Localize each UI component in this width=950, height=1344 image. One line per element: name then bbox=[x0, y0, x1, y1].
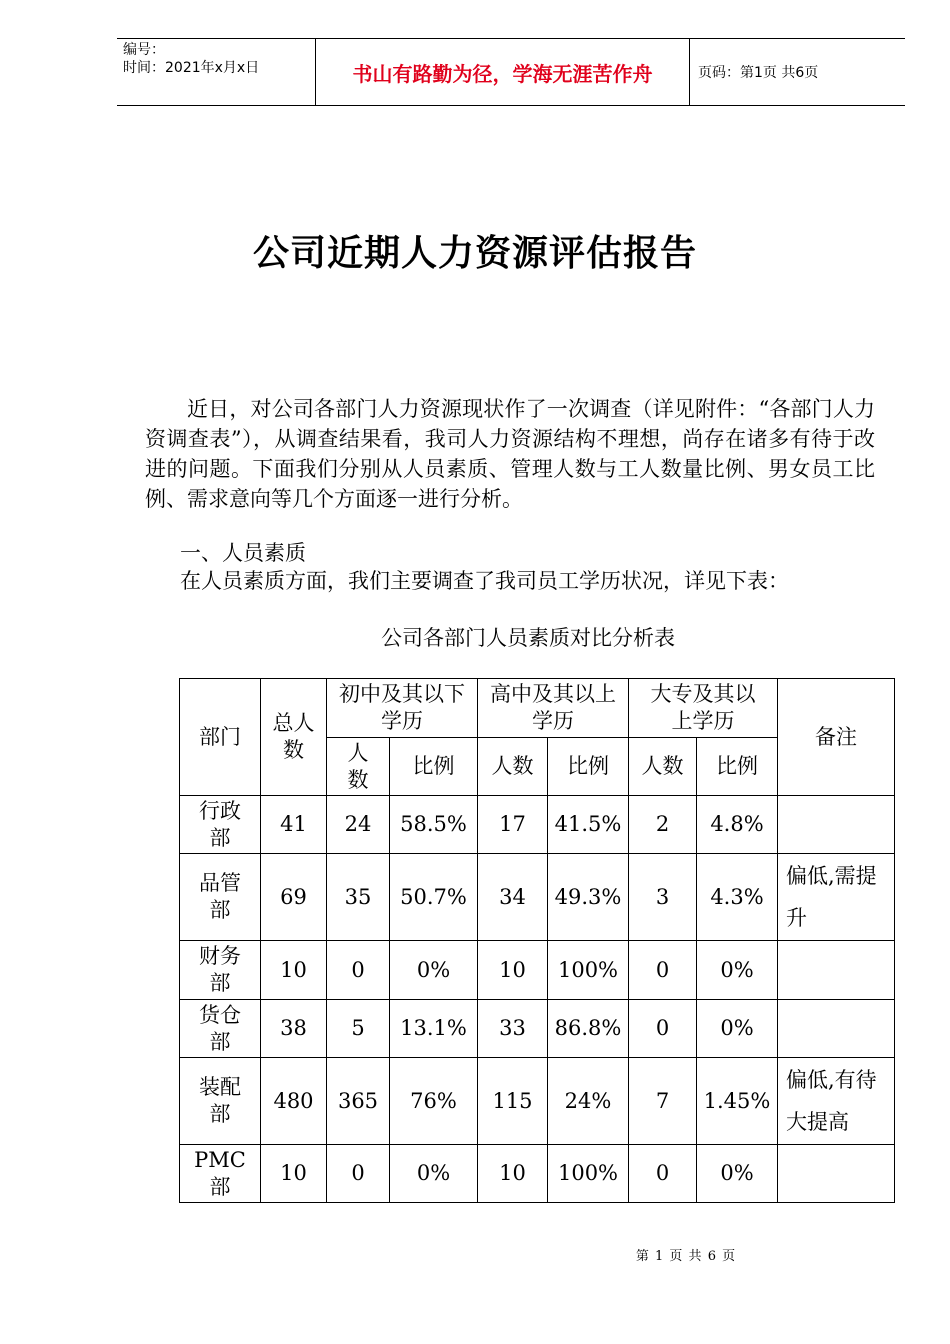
cell-ratio2: 100% bbox=[548, 1145, 629, 1203]
cell-count1: 24 bbox=[327, 796, 390, 854]
header-group1-label: 初中及其以下学历 bbox=[339, 682, 465, 733]
header-dept bbox=[180, 679, 261, 796]
header-group1 bbox=[327, 679, 478, 738]
table-caption: 公司各部门人员素质对比分析表 bbox=[381, 626, 675, 650]
cell-ratio3: 4.8% bbox=[697, 796, 778, 854]
subheader-ratio3: 比例 bbox=[697, 738, 778, 796]
subheader-ratio2: 比例 bbox=[548, 738, 629, 796]
subheader-count2: 人数 bbox=[478, 738, 548, 796]
section-text: 在人员素质方面，我们主要调查了我司员工学历状况，详见下表： bbox=[180, 569, 789, 593]
cell-total: 10 bbox=[261, 941, 327, 1000]
document-title: 公司近期人力资源评估报告 bbox=[252, 233, 697, 274]
cell-dept bbox=[180, 1000, 261, 1058]
cell-count1: 35 bbox=[327, 854, 390, 941]
cell-ratio3: 0% bbox=[697, 1000, 778, 1058]
cell-dept-label: 品管部 bbox=[199, 871, 241, 922]
cell-dept-label: 行政部 bbox=[199, 798, 241, 850]
cell-count1: 365 bbox=[327, 1058, 390, 1145]
header-group2-label: 高中及其以上学历 bbox=[490, 682, 616, 733]
cell-total: 41 bbox=[261, 796, 327, 854]
cell-ratio2: 49.3% bbox=[548, 854, 629, 941]
cell-count3: 7 bbox=[629, 1058, 697, 1145]
cell-total: 69 bbox=[261, 854, 327, 941]
cell-count2: 33 bbox=[478, 1000, 548, 1058]
cell-ratio1: 0% bbox=[390, 941, 478, 1000]
cell-count2: 34 bbox=[478, 854, 548, 941]
cell-dept-label: PMC部 bbox=[194, 1147, 246, 1199]
cell-ratio3: 4.3% bbox=[697, 854, 778, 941]
page-header bbox=[117, 38, 905, 106]
cell-note: 偏低,有待大提高 bbox=[778, 1058, 895, 1145]
header-group3-label: 大专及其以上学历 bbox=[650, 682, 756, 733]
cell-ratio1: 58.5% bbox=[390, 796, 478, 854]
cell-ratio3: 1.45% bbox=[697, 1058, 778, 1145]
cell-dept bbox=[180, 796, 261, 854]
table-row bbox=[180, 854, 895, 941]
cell-ratio2: 41.5% bbox=[548, 796, 629, 854]
subheader-count3: 人数 bbox=[629, 738, 697, 796]
cell-dept bbox=[180, 941, 261, 1000]
cell-ratio3: 0% bbox=[697, 941, 778, 1000]
cell-ratio2: 24% bbox=[548, 1058, 629, 1145]
cell-dept-label: 财务部 bbox=[199, 944, 241, 995]
cell-dept bbox=[180, 1058, 261, 1145]
cell-total: 480 bbox=[261, 1058, 327, 1145]
cell-count1: 5 bbox=[327, 1000, 390, 1058]
header-group2 bbox=[478, 679, 629, 738]
cell-ratio2: 100% bbox=[548, 941, 629, 1000]
cell-dept-label: 装配部 bbox=[199, 1075, 241, 1126]
cell-count3: 3 bbox=[629, 854, 697, 941]
cell-total: 38 bbox=[261, 1000, 327, 1058]
table-row bbox=[180, 1145, 895, 1203]
cell-dept bbox=[180, 1145, 261, 1203]
cell-ratio1: 76% bbox=[390, 1058, 478, 1145]
cell-count2: 17 bbox=[478, 796, 548, 854]
cell-count3: 2 bbox=[629, 796, 697, 854]
cell-dept bbox=[180, 854, 261, 941]
cell-note bbox=[778, 796, 895, 854]
header-note-label: 备注 bbox=[815, 724, 857, 749]
cell-note bbox=[778, 941, 895, 1000]
cell-dept-label: 货仓部 bbox=[199, 1002, 241, 1054]
table-row bbox=[180, 1058, 895, 1145]
subheader-count1 bbox=[327, 738, 390, 796]
cell-count3: 0 bbox=[629, 941, 697, 1000]
education-table bbox=[179, 678, 895, 1203]
table-row bbox=[180, 796, 895, 854]
header-page-info: 页码：第1页 共6页 bbox=[698, 65, 819, 81]
cell-count3: 0 bbox=[629, 1145, 697, 1203]
header-total bbox=[261, 679, 327, 796]
cell-ratio2: 86.8% bbox=[548, 1000, 629, 1058]
cell-count1: 0 bbox=[327, 941, 390, 1000]
header-note bbox=[778, 679, 895, 796]
cell-ratio1: 50.7% bbox=[390, 854, 478, 941]
header-total-label: 总人数 bbox=[272, 711, 315, 762]
cell-count1: 0 bbox=[327, 1145, 390, 1203]
section-heading: 一、人员素质 bbox=[180, 541, 306, 565]
cell-ratio1: 0% bbox=[390, 1145, 478, 1203]
header-group3 bbox=[629, 679, 778, 738]
cell-total: 10 bbox=[261, 1145, 327, 1203]
subheader-count1-label: 人数 bbox=[347, 740, 369, 792]
table-row bbox=[180, 1000, 895, 1058]
intro-paragraph: 近日，对公司各部门人力资源现状作了一次调查（详见附件：“各部门人力资调查表”），从调查结果看，我司人力资源结构不理想，尚存在诸多有待于改进的问题。下面我们分别从人员素质、管理人数与工人数量比例、男女员工比例、需求意向等几个方面逐一进行分析。 bbox=[145, 397, 875, 511]
cell-ratio1: 13.1% bbox=[390, 1000, 478, 1058]
cell-note bbox=[778, 1145, 895, 1203]
subheader-ratio1: 比例 bbox=[390, 738, 478, 796]
header-meta bbox=[117, 39, 316, 105]
cell-note: 偏低,需提升 bbox=[778, 854, 895, 941]
cell-note bbox=[778, 1000, 895, 1058]
table-row bbox=[180, 941, 895, 1000]
table-header-row bbox=[180, 679, 895, 738]
header-number-label: 编号： bbox=[123, 42, 165, 58]
header-motto: 书山有路勤为径，学海无涯苦作舟 bbox=[316, 39, 690, 105]
page-footer: 第 1 页 共 6 页 bbox=[635, 1249, 737, 1264]
cell-count2: 10 bbox=[478, 1145, 548, 1203]
header-dept-label: 部门 bbox=[199, 724, 241, 749]
cell-ratio3: 0% bbox=[697, 1145, 778, 1203]
header-time-label: 时间：2021年x月x日 bbox=[123, 60, 260, 76]
cell-count2: 115 bbox=[478, 1058, 548, 1145]
cell-count3: 0 bbox=[629, 1000, 697, 1058]
cell-count2: 10 bbox=[478, 941, 548, 1000]
